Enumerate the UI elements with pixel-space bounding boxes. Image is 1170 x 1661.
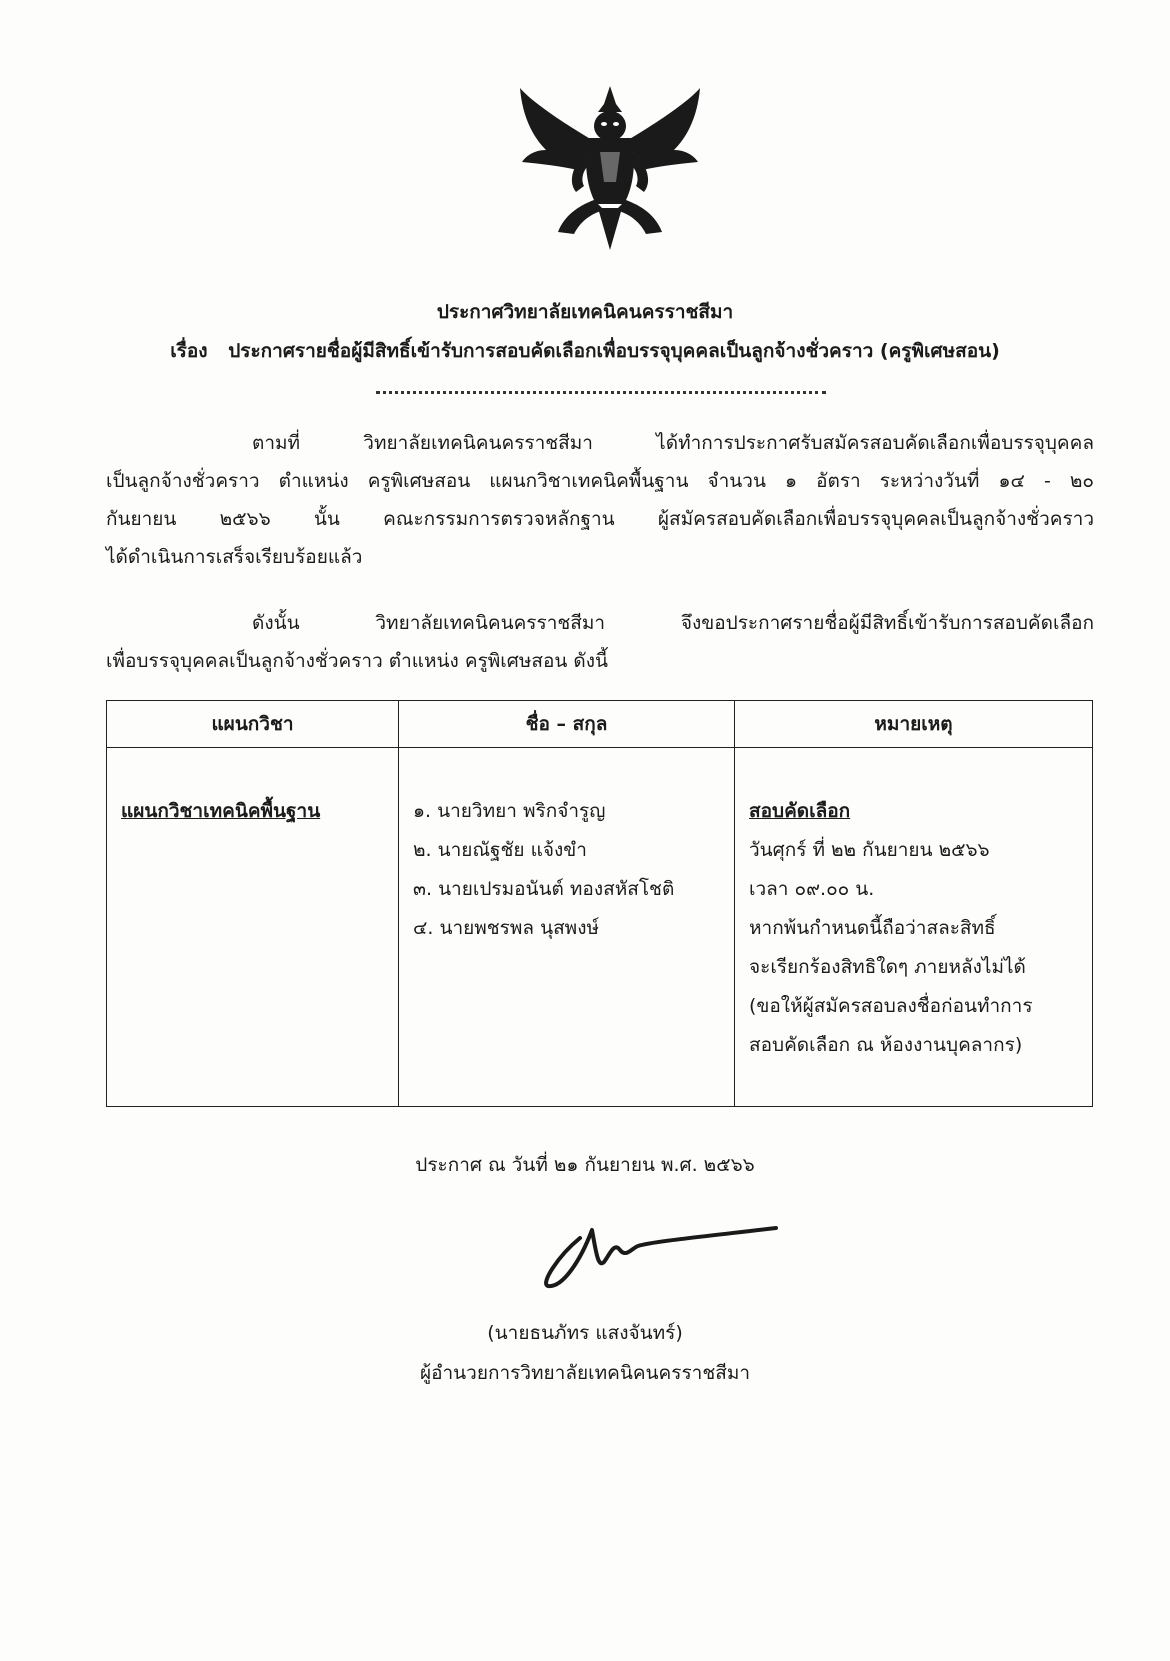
remark-line: เวลา ๐๙.๐๐ น.	[749, 878, 875, 900]
remark-line: วันศุกร์ ที่ ๒๒ กันยายน ๒๕๖๖	[749, 839, 990, 861]
remark-title: สอบคัดเลือก	[749, 800, 851, 822]
signer-position: ผู้อำนวยการวิทยาลัยเทคนิคนครราชสีมา	[419, 1362, 751, 1384]
table-header-row	[107, 701, 1093, 748]
header-department: แผนกวิชา	[107, 701, 399, 748]
paragraph-line: ดังนั้น วิทยาลัยเทคนิคนครราชสีมา จึงขอประกาศรายชื่อผู้มีสิทธิ์เข้ารับการสอบคัดเลือก	[252, 612, 1094, 634]
paragraph-line: ตามที่ วิทยาลัยเทคนิคนครราชสีมา ได้ทำการประกาศรับสมัครสอบคัดเลือกเพื่อบรรจุบุคคล	[252, 432, 1094, 454]
department-name: แผนกวิชาเทคนิคพื้นฐาน	[121, 800, 321, 822]
paragraph-line: ได้ดำเนินการเสร็จเรียบร้อยแล้ว	[106, 546, 363, 568]
candidate-name: ๑. นายวิทยา พริกจำรูญ	[413, 800, 606, 822]
remark-line: หากพ้นกำหนดนี้ถือว่าสละสิทธิ์	[749, 917, 996, 939]
subject-text: ประกาศรายชื่อผู้มีสิทธิ์เข้ารับการสอบคัดเลือกเพื่อบรรจุบุคคลเป็นลูกจ้างชั่วคราว (ครูพิเศษสอน)	[228, 340, 1000, 362]
candidate-name: ๒. นายณัฐชัย แจ้งขำ	[413, 839, 587, 861]
announce-date: ประกาศ ณ วันที่ ๒๑ กันยายน พ.ศ. ๒๕๖๖	[415, 1154, 755, 1176]
announcement-title: ประกาศวิทยาลัยเทคนิคนครราชสีมา	[436, 301, 734, 323]
candidate-name: ๔. นายพชรพล นุสพงษ์	[413, 917, 599, 939]
signer-name: (นายธนภัทร แสงจันทร์)	[487, 1322, 683, 1344]
remark-line: สอบคัดเลือก ณ ห้องงานบุคลากร)	[749, 1034, 1023, 1056]
remark-line: จะเรียกร้องสิทธิใดๆ ภายหลังไม่ได้	[749, 956, 1026, 978]
paragraph-line: เพื่อบรรจุบุคคลเป็นลูกจ้างชั่วคราว ตำแหน่ง ครูพิเศษสอน ดังนี้	[106, 650, 609, 672]
paragraph-line: เป็นลูกจ้างชั่วคราว ตำแหน่ง ครูพิเศษสอน แผนกวิชาเทคนิคพื้นฐาน จำนวน ๑ อัตรา ระหว่างวันที่ ๑๔ - ๒๐	[106, 470, 1094, 492]
candidate-name: ๓. นายเปรมอนันต์ ทองสหัสโชติ	[413, 878, 675, 900]
remarks-cell	[735, 748, 1093, 1107]
paragraph-line: กันยายน ๒๕๖๖ นั้น คณะกรรมการตรวจหลักฐาน ผู้สมัครสอบคัดเลือกเพื่อบรรจุบุคคลเป็นลูกจ้างชั่วคราว	[106, 508, 1094, 530]
header-remark: หมายเหตุ	[735, 701, 1093, 748]
candidate-table	[106, 700, 1093, 1107]
dotted-divider	[376, 391, 826, 394]
names-cell	[399, 748, 735, 1107]
paragraph-intro	[106, 424, 1094, 576]
remark-line: (ขอให้ผู้สมัครสอบลงชื่อก่อนทำการ	[749, 995, 1033, 1017]
department-cell	[107, 748, 399, 1107]
table-row	[107, 748, 1093, 1107]
subject-prefix: เรื่อง	[170, 340, 208, 362]
signature-icon	[540, 1222, 780, 1292]
paragraph-announce	[106, 604, 1094, 680]
header-name: ชื่อ – สกุล	[399, 701, 735, 748]
announcement-subject	[0, 336, 1170, 366]
garuda-emblem-icon	[512, 82, 708, 252]
